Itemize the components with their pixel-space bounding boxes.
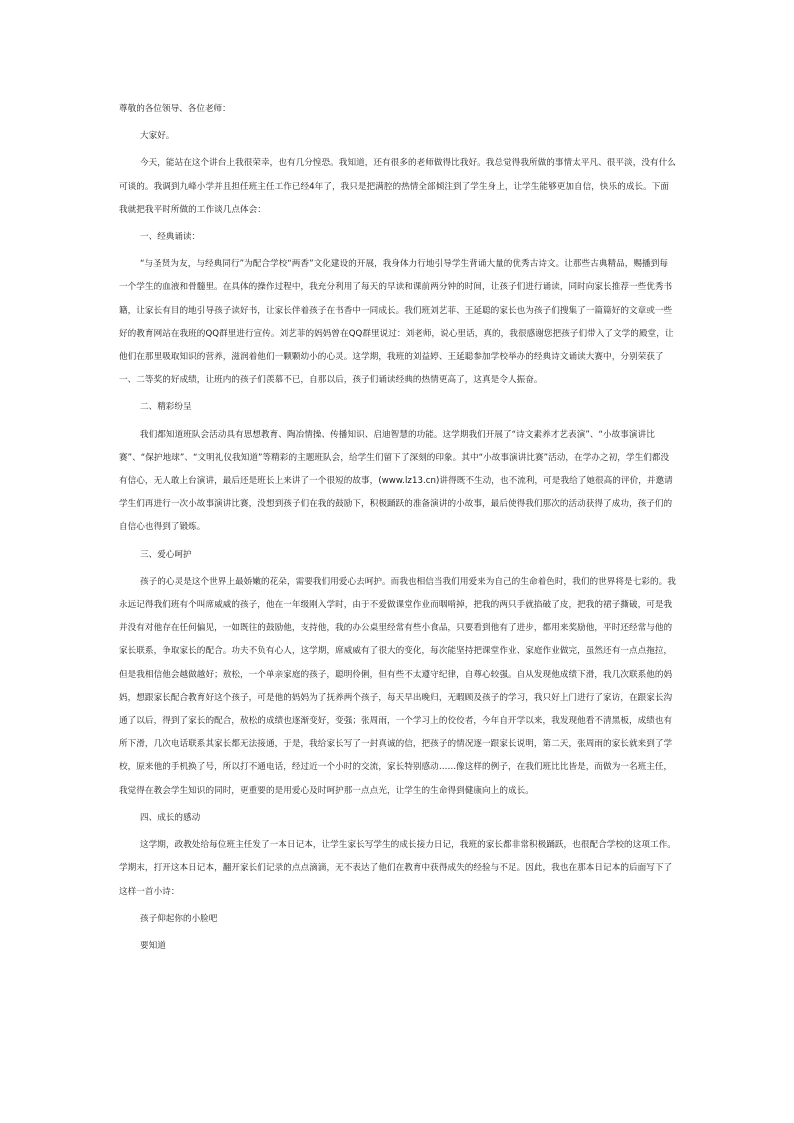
poem-line: 要知道 [140,940,166,951]
section-body-classic-reading: “与圣贤为友，与经典同行”为配合学校“两香”文化建设的开展，我身体力行地引导学生背诵大量的优秀古诗文。让那些古典精品，赐播到每一个学生的血液和骨髓里。在具体的操作过程中，我充分利用了每天的早读和课前两分钟的时间，让孩子们进行诵读，同时向家长推荐一些优秀书籍，让家长有目的地引导孩子读好书，让家长伴着孩子在书香中一同成长。我们班刘艺菲、王延聪的家长也为孩子们搜集了一篇篇好的文章或一些好的教育网站在我班的QQ群里进行宣传。刘艺菲的妈妈曾在QQ群里说过：刘老师，说心里话，真的，我很感谢您把孩子们带入了文学的殿堂，让他们在那里吸取知识的营养，滋润着他们一颗颗幼小的心灵。这学期，我班的刘益婷、王延聪参加学校举办的经典诗文诵读大赛中，分别荣获了一、二等奖的好成绩，让班内的孩子们羡慕不已，自那以后，孩子们诵读经典的热情更高了，这真是令人振奋。 [119,259,674,386]
section-heading-growth: 四、成长的感动 [140,812,201,823]
section-body-class-activities: 我们都知道班队会活动具有思想教育、陶冶情操、传播知识、启迪智慧的功能。这学期我们开展了“诗文素养才艺表演”、“小故事演讲比赛”、“保护地球”、“文明礼仪我知道”等精彩的主题班队会，给学生们留下了深刻的印象。其中“小故事演讲比赛”活动，在学办之初，学生们都没有信心，无人敢上台演讲，最后还是班长上来讲了一个很短的故事，(www.lz13.cn)讲得既不生动，也不流利，可是我给了她很高的评价，并邀请学生们再进行一次小故事演讲比赛，没想到孩子们在我的鼓励下，积极踊跃的准备演讲的小故事，最后使得我们那次的活动获得了成功，孩子们的自信心也得到了锻炼。 [119,429,673,533]
section-heading-loving-care: 三、爱心呵护 [140,549,192,560]
intro-paragraph: 今天，能站在这个讲台上我很荣幸，也有几分惶恐。我知道，还有很多的老师做得比我好。我总觉得我所做的事情太平凡、很平淡，没有什么可谈的。我调到九峰小学并且担任班主任工作已经4年了，我只是把满腔的热情全部倾注到了学生身上，让学生能够更加自信，快乐的成长。下面我就把我平时所做的工作谈几点体会： [119,158,676,215]
section-body-loving-care: 孩子的心灵是这个世界上最娇嫩的花朵，需要我们用爱心去呵护。而我也相信当我们用爱来为自己的生命着色时，我们的世界将是七彩的。我永远记得我们班有个叫席威威的孩子，他在一年级刚入学时，由于不爱做课堂作业而咽啃掉，把我的两只手就掐破了皮，把我的裙子撕破，可是我并没有对他存在任何偏见，一如既往的鼓励他，支持他，我的办公桌里经常有些小食品，只要看到他有了进步，都用来奖励他，平时还经常与他的家长联系，争取家长的配合。功夫不负有心人，这学期，席威威有了很大的变化，每次能坚持把课堂作业、家庭作业做完，虽然还有一点点拖拉，但是我相信他会越做越好；敖松，一个单亲家庭的孩子，聪明伶俐，但有些不太遵守纪律，自尊心较强。自从发现他成绩下滑，我几次联系他的妈妈，想跟家长配合教育好这个孩子，可是他的妈妈为了抚养两个孩子，每天早出晚归，无暇顾及孩子的学习，我只好上门进行了家访，在跟家长沟通了以后，得到了家长的配合，敖松的成绩也逐渐变好，变强；张周雨，一个学习上的佼佼者，今年自开学以来，我发现他看不清黑板，成绩也有所下滑，几次电话联系其家长都无法接通，于是，我给家长写了一封真诚的信，把孩子的情况逐一跟家长说明，第二天，张周雨的家长就来到了学校，原来他的手机换了号，所以打不通电话，经过近一个小时的交流，家长特别感动……像这样的例子，在我们班比比皆是，而做为一名班主任，我觉得在教会学生知识的同时，更重要的是用爱心及时呵护那一点点光，让学生的生命得到健康向上的成长。 [119,576,676,796]
section-heading-class-activities: 二、精彩纷呈 [140,402,192,413]
greeting: 大家好。 [140,131,175,142]
section-body-growth: 这学期，政教处给每位班主任发了一本日记本，让学生家长写学生的成长接力日记，我班的家长都非常积极踊跃，也很配合学校的这项工作。学期末，打开这本日记本，翻开家长们记录的点点滴滴，无不表达了他们在教育中获得成失的经验与不足。因此，我也在那本日记本的后面写下了这样一首小诗： [119,840,676,897]
document-body [119,98,676,962]
poem-line: 孩子仰起你的小脸吧 [140,913,218,924]
section-heading-classic-reading: 一、经典诵读： [140,232,201,243]
salutation: 尊敬的各位领导、各位老师： [119,104,231,114]
